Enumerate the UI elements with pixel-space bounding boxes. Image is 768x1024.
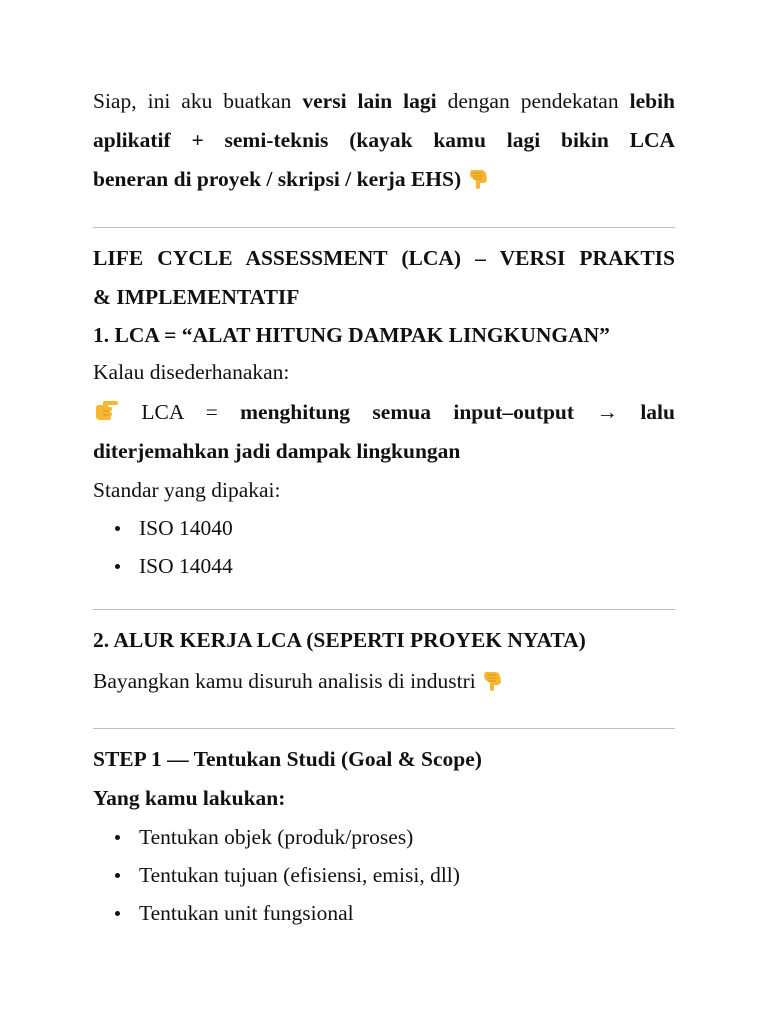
definition-text: LCA = (119, 400, 241, 424)
step1-list (93, 818, 675, 932)
step1-subheading: Yang kamu lakukan: (93, 786, 286, 810)
pointing-right-hand-icon (93, 400, 119, 422)
list-item (93, 894, 675, 932)
bullet-icon (115, 564, 120, 569)
divider (93, 609, 675, 610)
definition-line-2: diterjemahkan jadi dampak lingkungan (93, 439, 461, 463)
pointing-down-hand-icon (481, 669, 505, 691)
list-item-text: Tentukan tujuan (efisiensi, emisi, dll) (139, 863, 460, 887)
standards-label: Standar yang dipakai: (93, 478, 281, 502)
standards-list (93, 509, 675, 585)
intro-bold-text: lebih (629, 89, 676, 113)
list-item (93, 856, 675, 894)
section2-heading: 2. ALUR KERJA LCA (SEPERTI PROYEK NYATA) (93, 628, 586, 652)
intro-line-2: aplikatif + semi-teknis (kayak kamu lagi bikin LCA (93, 128, 675, 152)
list-item-text: Tentukan unit fungsional (139, 901, 354, 925)
section2-text-content: Bayangkan kamu disuruh analisis di industri (93, 669, 476, 693)
definition-line-1 (93, 393, 675, 432)
bullet-icon (115, 911, 120, 916)
title-line-1: LIFE CYCLE ASSESSMENT (LCA) – VERSI PRAKTIS (93, 246, 675, 270)
doc-title (93, 239, 675, 317)
bullet-icon (115, 873, 120, 878)
intro-paragraph (93, 82, 675, 199)
divider (93, 227, 675, 228)
list-item (93, 509, 675, 547)
definition-bold-text: menghitung semua input–output → lalu (240, 400, 675, 424)
list-item (93, 547, 675, 585)
section2-text (93, 662, 675, 700)
list-item-text: ISO 14044 (139, 554, 233, 578)
list-item-text: ISO 14040 (139, 516, 233, 540)
definition-paragraph (93, 393, 675, 471)
section1-simplified: Kalau disederhanakan: (93, 360, 290, 384)
intro-text: dengan pendekatan (436, 89, 630, 113)
title-line-2: & IMPLEMENTATIF (93, 285, 300, 309)
bullet-icon (115, 526, 120, 531)
intro-line-1 (93, 82, 675, 121)
intro-line-3 (93, 160, 675, 199)
document-page (93, 82, 675, 932)
intro-bold-text: beneran di proyek / skripsi / kerja EHS) (93, 167, 462, 191)
step1-heading: STEP 1 — Tentukan Studi (Goal & Scope) (93, 747, 482, 771)
intro-bold-text: versi lain lagi (302, 89, 437, 113)
list-item-text: Tentukan objek (produk/proses) (139, 825, 414, 849)
section1-heading: 1. LCA = “ALAT HITUNG DAMPAK LINGKUNGAN” (93, 323, 610, 347)
list-item (93, 818, 675, 856)
pointing-down-hand-icon (467, 167, 491, 189)
divider (93, 728, 675, 729)
intro-text: Siap, ini aku buatkan (93, 89, 303, 113)
bullet-icon (115, 835, 120, 840)
